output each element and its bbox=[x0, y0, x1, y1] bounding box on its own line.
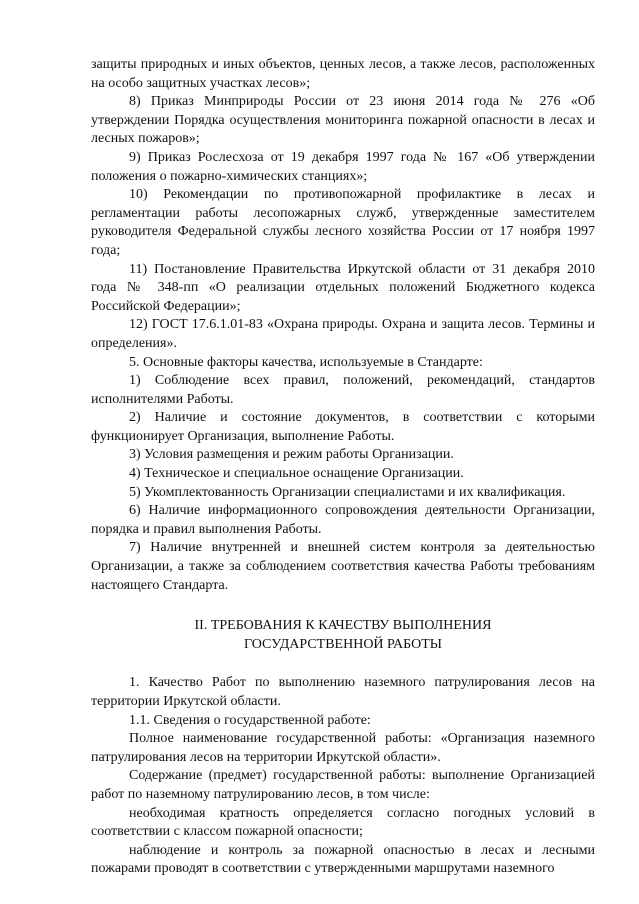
paragraph-content: Содержание (предмет) государственной работы: выполнение Организацией работ по наземному патрулированию лесов, в том числе: bbox=[91, 768, 595, 802]
list-item-8: 8) Приказ Минприроды России от 23 июня 2014 года № 276 «Об утверждении Порядка осуществления мониторинга пожарной опасности в лесах и лесных пожаров»; bbox=[91, 94, 595, 147]
section-heading-line-2: ГОСУДАРСТВЕННОЙ РАБОТЫ bbox=[244, 636, 442, 652]
quality-factor-5: 5) Укомплектованность Организации специалистами и их квалификация. bbox=[129, 484, 566, 500]
paragraph-work-quality: 1. Качество Работ по выполнению наземного патрулирования лесов на территории Иркутской области. bbox=[91, 675, 595, 709]
paragraph-frequency: необходимая кратность определяется согласно погодных условий в соответствии с классом пожарной опасности; bbox=[91, 805, 595, 840]
paragraph-monitoring: наблюдение и контроль за пожарной опасностью в лесах и лесными пожарами проводят в соответствии с утвержденными маршрутами наземного bbox=[91, 842, 595, 877]
document-page bbox=[91, 56, 595, 879]
section-heading bbox=[91, 617, 595, 654]
quality-factor-2: 2) Наличие и состояние документов, в соответствии с которыми функционирует Организация, выполнение Работы. bbox=[91, 410, 595, 444]
quality-factors-intro: 5. Основные факторы качества, используемые в Стандарте: bbox=[129, 354, 483, 370]
section-heading-line-1: II. ТРЕБОВАНИЯ К КАЧЕСТВУ ВЫПОЛНЕНИЯ bbox=[194, 618, 492, 634]
quality-factor-6: 6) Наличие информационного сопровождения деятельности Организации, порядка и правил выполнения Работы. bbox=[91, 503, 595, 537]
quality-factor-4: 4) Техническое и специальное оснащение Организации. bbox=[129, 466, 464, 482]
quality-factor-7: 7) Наличие внутренней и внешней систем контроля за деятельностью Организации, а также за соблюдением соответствия качества Работы требованиям настоящего Стандарта. bbox=[91, 540, 595, 593]
list-item-12: 12) ГОСТ 17.6.1.01-83 «Охрана природы. Охрана и защита лесов. Термины и определения». bbox=[91, 317, 595, 351]
quality-factor-3: 3) Условия размещения и режим работы Организации. bbox=[129, 447, 454, 463]
paragraph-work-info: 1.1. Сведения о государственной работе: bbox=[129, 712, 371, 728]
quality-factor-1: 1) Соблюдение всех правил, положений, рекомендаций, стандартов исполнителями Работы. bbox=[91, 373, 595, 407]
list-item-10: 10) Рекомендации по противопожарной профилактике в лесах и регламентации работы лесопожарных служб, утвержденные заместителем руководителя Федеральной службы лесного хозяйства России от 17 ноября 1997 года; bbox=[91, 187, 595, 258]
list-item-11: 11) Постановление Правительства Иркутской области от 31 декабря 2010 года № 348-пп «О реализации отдельных положений Бюджетного кодекса Российской Федерации»; bbox=[91, 261, 595, 314]
paragraph-full-name: Полное наименование государственной работы: «Организация наземного патрулирования лесов на территории Иркутской области». bbox=[91, 731, 595, 765]
paragraph-continuation: защиты природных и иных объектов, ценных лесов, а также лесов, расположенных на особо защитных участках лесов»; bbox=[91, 57, 595, 91]
list-item-9: 9) Приказ Рослесхоза от 19 декабря 1997 года № 167 «Об утверждении положения о пожарно-химических станциях»; bbox=[91, 149, 595, 184]
